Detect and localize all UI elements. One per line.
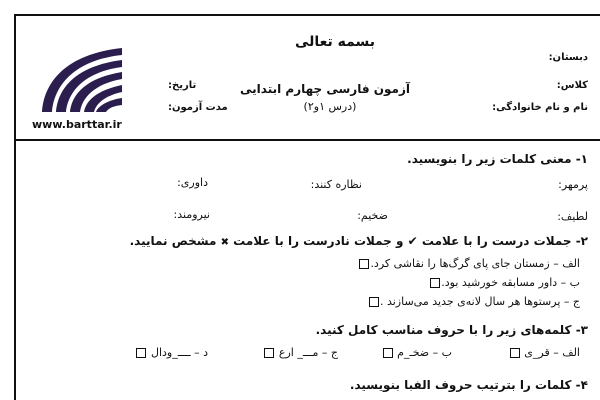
q3-item (263, 346, 338, 359)
q2-title (130, 234, 588, 248)
answer-checkbox[interactable] (369, 297, 379, 307)
q3-item (382, 346, 452, 359)
answer-checkbox[interactable] (136, 348, 146, 358)
q3-item-text: ج – مـــ_ ارع (278, 346, 338, 359)
q3-item-text: ب – ضخـ_م (397, 346, 452, 359)
cross-mark-icon: ✖ (220, 237, 229, 248)
barttar-logo (36, 42, 124, 114)
answer-checkbox[interactable] (359, 259, 369, 269)
answer-checkbox[interactable] (430, 278, 440, 288)
q2-item (358, 257, 580, 270)
frame-left-border (14, 14, 16, 400)
q3-item (509, 346, 580, 359)
exam-title: آزمون فارسی چهارم ابتدایی (240, 82, 410, 96)
q1-word: نیرومند: (173, 208, 210, 221)
q1-word: نظاره کنند: (310, 178, 362, 191)
q2-title-part2: و جملات نادرست را با علامت (233, 234, 404, 248)
lesson-range: (درس ۱و۲) (303, 100, 357, 113)
q3-item (135, 346, 208, 359)
class-label: کلاس: (556, 80, 588, 91)
q4-title: ۴- کلمات را بترتیب حروف الفبا بنویسید. (349, 378, 588, 392)
q2-item (368, 295, 580, 308)
bismillah-heading: بسمه تعالی (294, 34, 376, 50)
q2-item-text: ج – پرستوها هر سال لانه‌ی جدید می‌سازند . (379, 295, 580, 308)
q2-item-text: الف – زمستان جای پای گرگ‌ها را نقاشی کرد. (370, 257, 580, 270)
q2-title-part1: ۲- جملات درست را با علامت (421, 234, 588, 248)
answer-checkbox[interactable] (264, 348, 274, 358)
q2-item (429, 276, 580, 289)
frame-top-border (14, 14, 600, 16)
q1-title: ۱- معنی کلمات زیر را بنویسید. (407, 152, 588, 166)
duration-label: مدت آزمون: (168, 102, 228, 113)
q3-item-text: د – ــــ_ودال (150, 346, 208, 359)
q2-item-text: ب – داور مسابقه خورشید بود. (441, 276, 580, 289)
q2-title-part3: مشخص نمایید. (129, 234, 217, 248)
q1-word: لطیف: (557, 210, 588, 223)
answer-checkbox[interactable] (383, 348, 393, 358)
q1-word: پرمهر: (558, 178, 588, 191)
date-label: تاریخ: (168, 80, 197, 91)
q1-word: ضخیم: (357, 209, 388, 222)
logo-url: www.barttar.ir (32, 118, 122, 131)
answer-checkbox[interactable] (510, 348, 520, 358)
header-divider (14, 139, 600, 141)
check-mark-icon: ✔ (407, 234, 418, 248)
q3-title: ۳- کلمه‌های زیر را با حروف مناسب کامل کنید. (315, 323, 588, 337)
name-label: نام و نام خانوادگی: (492, 102, 588, 113)
school-label: دبستان: (548, 52, 588, 63)
q3-item-text: الف – قر_ی (524, 346, 580, 359)
q1-word: داوری: (177, 176, 208, 189)
